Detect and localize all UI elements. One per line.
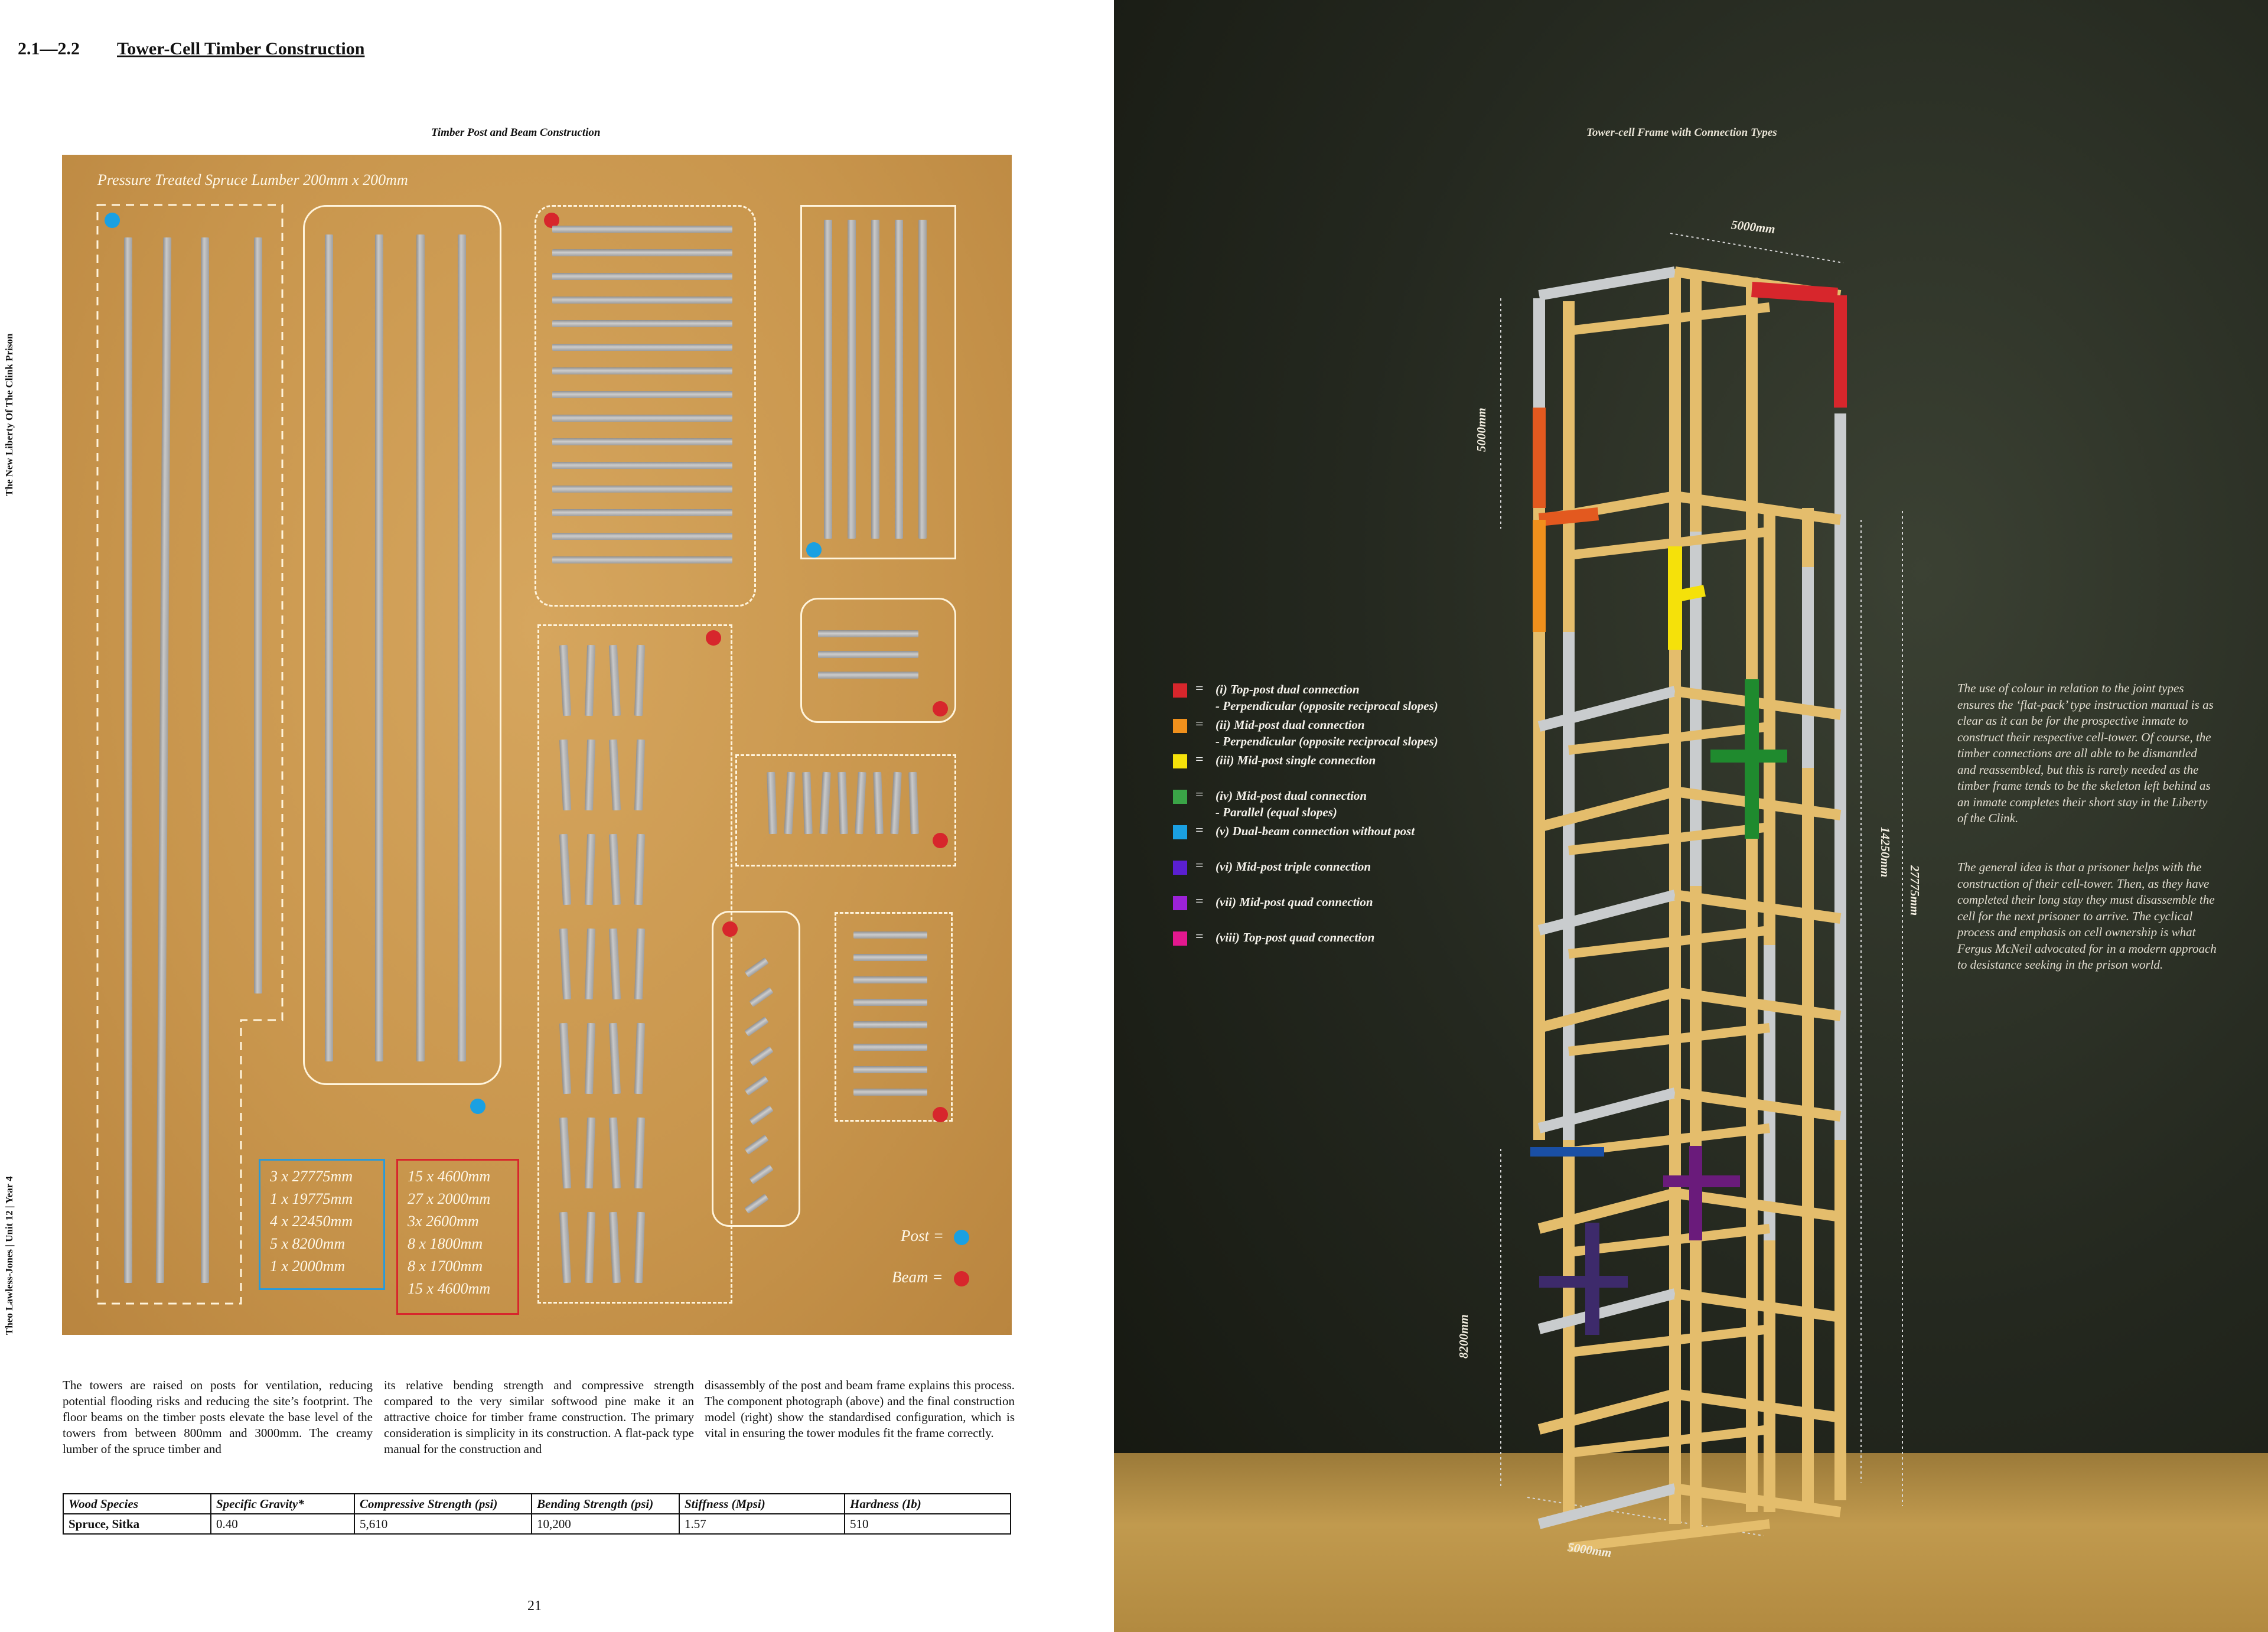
beam-stick: [552, 415, 732, 422]
side-caption-top-text: The New Liberty Of The Clink Prison: [4, 333, 15, 496]
legend-text: (ii) Mid-post dual connection: [1216, 718, 1365, 732]
table-cell: 10,200: [532, 1514, 679, 1534]
legend-post-label: Post =: [901, 1227, 944, 1245]
short-beam: [853, 976, 927, 983]
dim-bottom-width: 5000mm: [1566, 1539, 1613, 1561]
beam-stick: [552, 462, 732, 469]
legend-text: (i) Top-post dual connection: [1216, 682, 1360, 696]
beam-stick: [552, 438, 732, 445]
beam-quantity: 27 x 2000mm: [408, 1190, 491, 1207]
body-text-col-2: its relative bending strength and compressive strength compared to the very similar softwood pine make it an attractive choice for timber frame construction. The primary consideration is simplicity in its construction. A flat-pack type manual for the construction and: [384, 1378, 694, 1456]
beam-marker: [706, 630, 721, 646]
short-beam: [853, 1021, 927, 1028]
table-cell: 510: [845, 1514, 1011, 1534]
table-header: Wood Species: [63, 1494, 211, 1514]
frame-beam: [1539, 1093, 1675, 1128]
beam-stick: [552, 533, 732, 540]
joint-mid-post-single: [1675, 591, 1705, 597]
page-number: 21: [527, 1598, 542, 1614]
beam-stick: [552, 391, 732, 398]
table-header: Bending Strength (psi): [532, 1494, 679, 1514]
legend-equals: =: [1195, 929, 1204, 944]
post-quantities: [259, 1159, 385, 1290]
legend-swatch: [1173, 719, 1187, 733]
legend-equals: =: [1195, 894, 1204, 909]
post-quantity: 3 x 27775mm: [270, 1168, 353, 1185]
beam-stick: [818, 630, 918, 637]
short-beams-outline: [800, 598, 956, 723]
short-beam: [853, 954, 927, 961]
beam-stick: [818, 651, 918, 658]
short-beam: [853, 1089, 927, 1096]
beam-quantity: 8 x 1700mm: [408, 1258, 483, 1275]
legend-swatch: [1173, 790, 1187, 804]
beam-stick: [552, 344, 732, 351]
dim-top-height: 5000mm: [1474, 408, 1488, 452]
post-stick: [124, 237, 132, 1283]
table-cell: 1.57: [679, 1514, 845, 1534]
body-text-col-3: disassembly of the post and beam frame explains this process. The component photograph (above) and the final construction model (right) show the standardised configuration, which is vital in ensuring the tower modules fit the frame correctly.: [705, 1378, 1015, 1440]
section-number: 2.1—2.2: [18, 39, 80, 58]
beam-stick: [552, 509, 732, 516]
dim-bottom-height: 8200mm: [1456, 1314, 1471, 1359]
beam-stick: [552, 486, 732, 493]
frame-beam: [1539, 691, 1675, 727]
legend-subtext: - Perpendicular (opposite reciprocal slopes): [1216, 734, 1438, 748]
beams-group-outline: [535, 205, 756, 607]
post-quantity: 4 x 22450mm: [270, 1213, 353, 1230]
beam-stick: [552, 320, 732, 327]
legend-subtext: - Perpendicular (opposite reciprocal slopes): [1216, 699, 1438, 713]
legend-equals: =: [1195, 681, 1204, 696]
beam-stick: [552, 556, 732, 563]
short-beam: [853, 1044, 927, 1051]
beam-stick: [552, 226, 732, 233]
post-stick: [375, 234, 383, 1061]
beam-stick: [552, 273, 732, 280]
legend-subtext: - Parallel (equal slopes): [1216, 805, 1337, 819]
left-page: [0, 0, 1114, 1632]
beam-marker: [933, 833, 948, 848]
table-header: Specific Gravity*: [211, 1494, 354, 1514]
table-cell: 5,610: [354, 1514, 532, 1534]
joint-top-post-dual: [1752, 289, 1837, 295]
frame-beam: [1539, 1193, 1675, 1229]
post-stick: [325, 234, 333, 1061]
joint-mid-post-dual: [1539, 514, 1598, 520]
beam-stick: [552, 297, 732, 304]
post-stick: [201, 237, 209, 1283]
legend-equals: =: [1195, 787, 1204, 803]
essay-paragraph-1: The use of colour in relation to the joint types ensures the ‘flat-pack’ type instruction manual is as clear as it can be for the prospective inmate to construct their respective cell-tower. Of course, the timber connections are all able to be dismantled and reassembled, but this is rarely needed as the timber frame tends to be the skeleton left behind as an inmate completes their short stay in the Liberty of the Clink.: [1957, 681, 2214, 825]
table-header: Stiffness (Mpsi): [679, 1494, 845, 1514]
table-header-row: [63, 1494, 1011, 1514]
post-marker: [105, 213, 120, 228]
legend-swatch: [1173, 754, 1187, 768]
right-page: [1114, 0, 2268, 1632]
legend-swatch: [1173, 861, 1187, 875]
post-stick: [254, 237, 262, 993]
legend-text: (viii) Top-post quad connection: [1216, 930, 1375, 944]
beam-quantity: 3x 2600mm: [408, 1213, 479, 1230]
beam-quantity: 15 x 4600mm: [408, 1280, 491, 1297]
table-header: Hardness (Ib): [845, 1494, 1011, 1514]
post-quantity: 5 x 8200mm: [270, 1235, 346, 1252]
beam-marker: [933, 1107, 948, 1122]
component-photo: [62, 155, 1012, 1335]
legend-equals: =: [1195, 823, 1204, 838]
beam-stick: [818, 672, 918, 679]
table-row: [63, 1514, 1011, 1534]
frame-beam: [1539, 992, 1675, 1028]
post-stick: [848, 220, 856, 539]
short-beam: [853, 931, 927, 939]
post-quantity: 1 x 19775mm: [270, 1190, 353, 1207]
beam-stick: [552, 249, 732, 256]
legend-text: (v) Dual-beam connection without post: [1216, 824, 1415, 838]
beam-marker: [722, 921, 738, 937]
legend-beam-dot: [954, 1271, 969, 1286]
short-beam: [853, 1066, 927, 1073]
beam-quantity: 8 x 1800mm: [408, 1235, 483, 1252]
post-marker: [806, 542, 822, 558]
short-beam: [853, 999, 927, 1006]
dim-top-width: 5000mm: [1731, 217, 1776, 236]
essay-paragraph-2: The general idea is that a prisoner helps with the construction of their cell-tower. Then, as they have completed their long stay they must disassemble the cell for the next prisoner to arrive. The cyclical process and emphasis on cell ownership is what Fergus McNeil advocated for in a modern approach to desistance seeking in the prison world.: [1957, 860, 2217, 972]
dimension-line: [1670, 233, 1843, 263]
frame-beam: [1539, 895, 1675, 930]
body-text-col-1: The towers are raised on posts for ventilation, reducing potential flooding risks and reducing the site’s footprint. The floor beams on the timber posts elevate the base level of the towers from between 800mm and 3000mm. The creamy lumber of the spruce timber and: [63, 1378, 373, 1456]
legend-text: (iv) Mid-post dual connection: [1216, 789, 1367, 803]
post-stick: [895, 220, 903, 539]
figure-caption-left: Timber Post and Beam Construction: [431, 126, 601, 139]
beam-stick: [552, 367, 732, 374]
legend-text: (vi) Mid-post triple connection: [1216, 859, 1371, 874]
side-caption-bottom-text: Theo Lawless-Jones | Unit 12 | Year 4: [4, 1176, 15, 1335]
legend-swatch: [1173, 931, 1187, 946]
legend-equals: =: [1195, 752, 1204, 767]
dim-middle-height: 14250mm: [1878, 827, 1892, 878]
legend-swatch: [1173, 683, 1187, 698]
beam-quantity: 15 x 4600mm: [408, 1168, 491, 1185]
frame-beam: [1539, 272, 1675, 295]
table-cell: Spruce, Sitka: [63, 1514, 211, 1534]
post-stick: [918, 220, 927, 539]
legend-swatch: [1173, 896, 1187, 910]
legend-equals: =: [1195, 716, 1204, 732]
legend-swatch: [1173, 825, 1187, 839]
legend-beam-label: Beam =: [892, 1268, 943, 1286]
post-stick: [871, 220, 879, 539]
post-stick: [458, 234, 466, 1061]
legend-text: (vii) Mid-post quad connection: [1216, 895, 1373, 909]
post-quantity: 1 x 2000mm: [270, 1258, 346, 1275]
frame-beam: [1539, 791, 1675, 827]
post-marker: [470, 1099, 485, 1114]
frame-beam: [1539, 1394, 1675, 1429]
legend-post-dot: [954, 1230, 969, 1245]
legend-equals: =: [1195, 858, 1204, 874]
legend-text: (iii) Mid-post single connection: [1216, 753, 1376, 767]
table-cell: 0.40: [211, 1514, 354, 1534]
post-stick: [824, 220, 832, 539]
wood-spec-table: [63, 1493, 1011, 1535]
beam-quantities: [396, 1159, 519, 1315]
board-title: Pressure Treated Spruce Lumber 200mm x 200mm: [97, 171, 408, 188]
beam-marker: [933, 701, 948, 716]
table-header: Compressive Strength (psi): [354, 1494, 532, 1514]
figure-caption-right: Tower-cell Frame with Connection Types: [1586, 126, 1777, 139]
frame-beam: [1539, 1294, 1675, 1329]
post-stick: [416, 234, 425, 1061]
dim-total-height: 27775mm: [1908, 865, 1922, 916]
section-title: Tower-Cell Timber Construction: [117, 39, 365, 58]
